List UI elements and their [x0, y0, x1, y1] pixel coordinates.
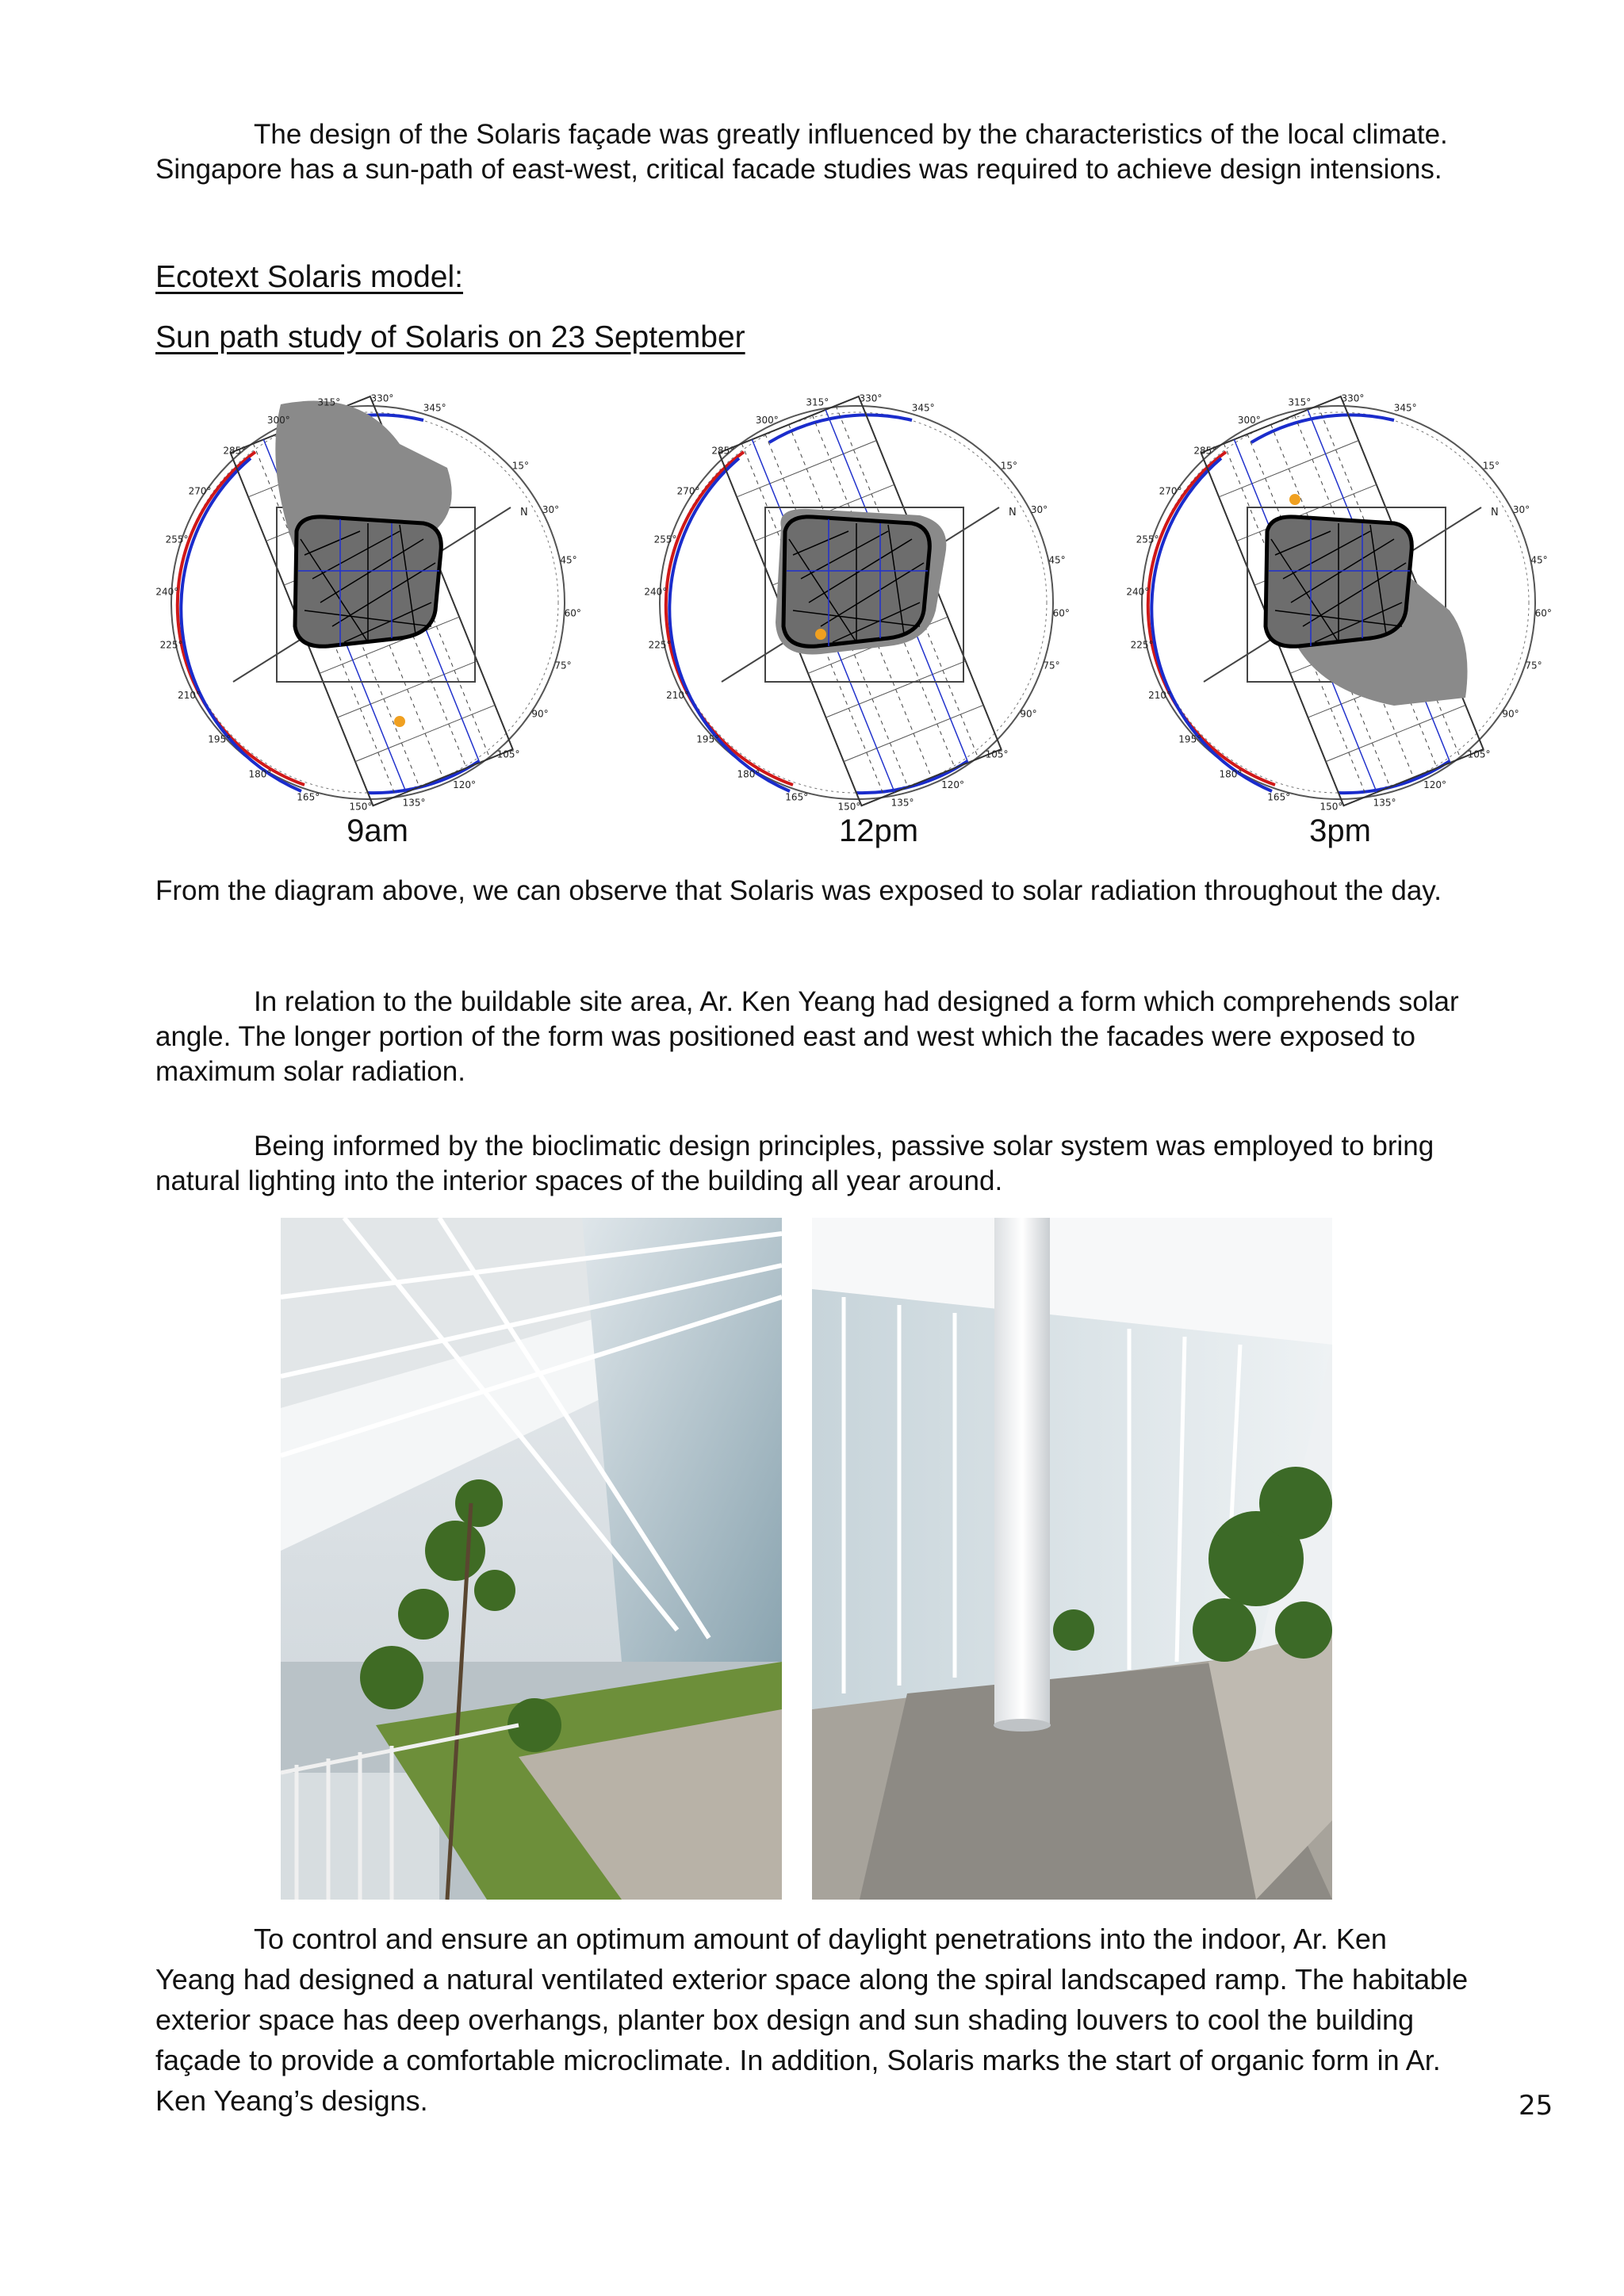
compass-degree-label: 30°: [1512, 503, 1530, 515]
compass-degree-label: 315°: [1288, 396, 1312, 408]
intro-paragraph: The design of the Solaris façade was greatly influenced by the characteristics of the local climate. Singapore has a sun-path of east-west, critical facade studies was required to achieve design intensions.: [155, 119, 1448, 185]
compass-degree-label: 90°: [1020, 708, 1037, 720]
time-label-3pm: 3pm: [1309, 813, 1371, 848]
compass-degree-label: 150°: [349, 801, 373, 813]
compass-degree-label: 45°: [560, 554, 577, 566]
compass-degree-label: 210°: [1148, 690, 1172, 702]
compass-degree-label: 210°: [178, 690, 201, 702]
compass-degree-label: 225°: [1130, 639, 1154, 651]
terrace-garden-photo: [281, 1218, 782, 1900]
compass-degree-label: 345°: [1393, 402, 1417, 414]
compass-degree-label: 105°: [496, 748, 520, 760]
compass-degree-label: 75°: [1525, 660, 1542, 672]
compass-degree-label: 105°: [1467, 748, 1491, 760]
compass-degree-label: 150°: [837, 801, 861, 813]
compass-degree-label: 240°: [155, 586, 179, 598]
compass-degree-label: 270°: [676, 485, 700, 497]
compass-degree-label: 165°: [297, 791, 320, 803]
north-label: N: [520, 507, 528, 519]
compass-degree-label: 15°: [1000, 460, 1017, 472]
compass-degree-label: 225°: [159, 639, 183, 651]
passive-solar-paragraph: Being informed by the bioclimatic design principles, passive solar system was employed to bring natural lighting into the interior spaces of the building all year around.: [155, 1131, 1434, 1196]
compass-degree-label: 315°: [806, 396, 829, 408]
compass-degree-label: 30°: [1030, 503, 1048, 515]
compass-degree-label: 15°: [1482, 460, 1500, 472]
compass-degree-label: 75°: [554, 660, 572, 672]
compass-degree-label: 30°: [542, 503, 560, 515]
compass-degree-label: 105°: [985, 748, 1009, 760]
compass-degree-label: 255°: [1136, 534, 1159, 545]
compass-degree-label: 45°: [1530, 554, 1548, 566]
daylight-paragraph: To control and ensure an optimum amount of daylight penetrations into the indoor, Ar. Ken Yeang had designed a natural ventilated exterior space along the spiral landscaped ramp. The habitable exterior space has deep overhangs, planter box design and sun shading louvers to cool the building façade to provide a comfortable microclimate. In addition, Solaris marks the start of organic form in Ar. Ken Yeang’s designs.: [155, 1923, 1469, 2117]
compass-degree-label: 165°: [1267, 791, 1291, 803]
compass-degree-label: 255°: [653, 534, 677, 545]
compass-degree-label: 270°: [1159, 485, 1182, 497]
spiral-ramp-photo: [812, 1218, 1332, 1900]
sun-path-diagram-12pm: [644, 373, 1070, 817]
compass-degree-label: 135°: [891, 797, 914, 809]
sun-path-diagram-9am: [155, 373, 581, 817]
compass-degree-label: 195°: [696, 733, 720, 745]
sun-path-diagram-3pm: [1126, 373, 1552, 817]
compass-degree-label: 120°: [453, 779, 477, 790]
compass-degree-label: 240°: [1126, 586, 1150, 598]
compass-degree-label: 285°: [223, 445, 247, 457]
model-heading: Ecotext Solaris model:: [155, 260, 464, 294]
sun-path-heading: Sun path study of Solaris on 23 September: [155, 320, 745, 354]
compass-degree-label: 180°: [737, 768, 760, 780]
compass-degree-label: 120°: [1423, 779, 1447, 790]
page-number: 25: [1519, 2090, 1553, 2122]
compass-degree-label: 120°: [941, 779, 965, 790]
compass-degree-label: 300°: [1237, 415, 1261, 427]
compass-degree-label: 330°: [370, 392, 394, 404]
north-label: N: [1491, 507, 1499, 519]
compass-degree-label: 165°: [785, 791, 809, 803]
compass-degree-label: 300°: [755, 415, 779, 427]
compass-degree-label: 135°: [402, 797, 426, 809]
compass-degree-label: 300°: [266, 415, 290, 427]
site-form-paragraph: In relation to the buildable site area, Ar. Ken Yeang had designed a form which comprehends solar angle. The longer portion of the form was positioned east and west which the facades were exposed to maximum solar radiation.: [155, 986, 1459, 1087]
compass-degree-label: 225°: [648, 639, 672, 651]
compass-degree-label: 150°: [1320, 801, 1343, 813]
compass-degree-label: 180°: [248, 768, 272, 780]
compass-degree-label: 45°: [1048, 554, 1066, 566]
time-label-12pm: 12pm: [838, 813, 919, 848]
compass-degree-label: 135°: [1373, 797, 1396, 809]
compass-degree-label: 60°: [1052, 607, 1070, 619]
north-label: N: [1009, 507, 1017, 519]
compass-degree-label: 90°: [1502, 708, 1519, 720]
compass-degree-label: 90°: [531, 708, 549, 720]
compass-degree-label: 285°: [1193, 445, 1217, 457]
compass-degree-label: 195°: [208, 733, 232, 745]
compass-degree-label: 240°: [644, 586, 668, 598]
compass-degree-label: 270°: [188, 485, 212, 497]
compass-degree-label: 180°: [1219, 768, 1243, 780]
compass-degree-label: 345°: [911, 402, 935, 414]
observation-paragraph: From the diagram above, we can observe that Solaris was exposed to solar radiation throughout the day.: [155, 875, 1442, 906]
compass-degree-label: 345°: [423, 402, 446, 414]
compass-degree-label: 60°: [564, 607, 581, 619]
compass-degree-label: 195°: [1178, 733, 1202, 745]
compass-degree-label: 75°: [1043, 660, 1060, 672]
compass-degree-label: 330°: [1341, 392, 1365, 404]
compass-degree-label: 60°: [1534, 607, 1552, 619]
compass-degree-label: 15°: [511, 460, 529, 472]
time-label-9am: 9am: [347, 813, 408, 848]
compass-degree-label: 210°: [666, 690, 690, 702]
compass-degree-label: 255°: [165, 534, 189, 545]
compass-degree-label: 285°: [711, 445, 735, 457]
compass-degree-label: 315°: [317, 396, 341, 408]
compass-degree-label: 330°: [859, 392, 883, 404]
